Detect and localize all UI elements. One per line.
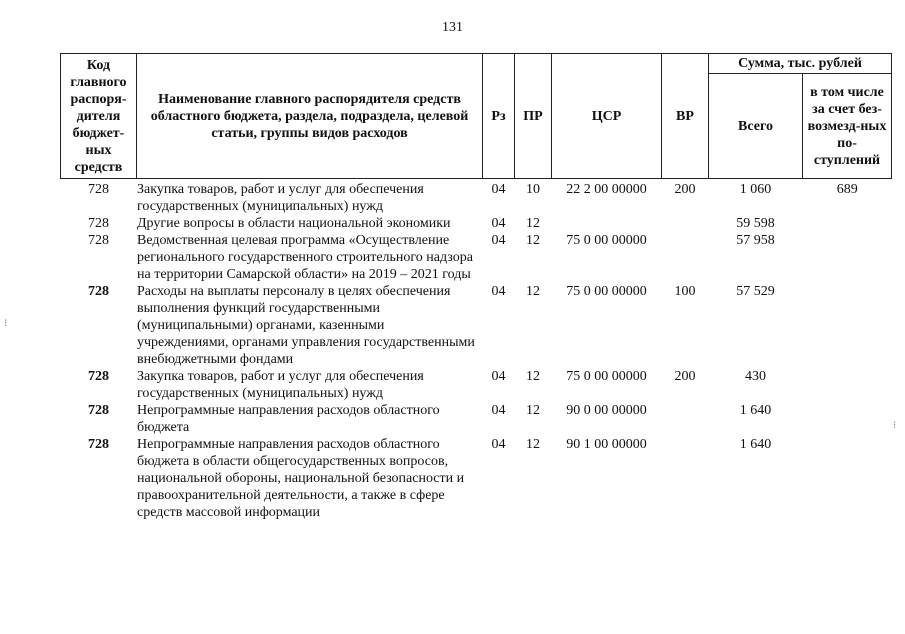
- cell-name: Закупка товаров, работ и услуг для обеспечения государственных (муниципальных) нужд: [137, 182, 424, 214]
- cell-vr: [662, 436, 709, 521]
- cell-total: 57 529: [736, 284, 775, 299]
- cell-pr: 12: [526, 284, 540, 299]
- cell-rz: 04: [491, 369, 506, 384]
- cell-name: Непрограммные направления расходов областного бюджета в области общегосударственных вопросов, национальной обороны, национальной безопасности и правоохранительной деятельности, а также в сфере средств массовой информации: [137, 437, 465, 520]
- header-name: Наименование главного распорядителя средств областного бюджета, раздела, подраздела, целевой статьи, группы видов расходов: [137, 54, 483, 179]
- header-vr: ВР: [662, 54, 709, 179]
- cell-gratuitous: [803, 232, 892, 283]
- budget-table: [60, 53, 892, 521]
- cell-code: 728: [88, 369, 109, 384]
- cell-code: 728: [88, 233, 109, 248]
- header-rz: Рз: [483, 54, 515, 179]
- cell-total: 1 640: [739, 403, 772, 418]
- cell-name: Ведомственная целевая программа «Осуществление регионального государственного строительного надзора на территории Самарской области» на 2019 – 2021 годы: [137, 233, 473, 282]
- header-pr: ПР: [515, 54, 552, 179]
- cell-csr: [552, 215, 662, 232]
- table-row: [61, 215, 892, 232]
- cell-vr: [662, 215, 709, 232]
- cell-name: Закупка товаров, работ и услуг для обеспечения государственных (муниципальных) нужд: [137, 369, 424, 401]
- table-row: [61, 436, 892, 521]
- cell-gratuitous: [803, 402, 892, 436]
- table-row: [61, 179, 892, 216]
- cell-total: 1 640: [739, 437, 772, 452]
- cell-csr: 75 0 00 00000: [566, 284, 647, 299]
- table-row: [61, 232, 892, 283]
- scan-mark: ⁝: [893, 420, 897, 431]
- cell-vr: 200: [674, 369, 696, 384]
- cell-total: 430: [745, 369, 766, 384]
- cell-rz: 04: [491, 233, 506, 248]
- header-code: Код главного распоря-дителя бюджет-ных средств: [61, 54, 137, 179]
- cell-code: 728: [88, 403, 109, 418]
- cell-pr: 10: [526, 182, 540, 197]
- header-gratuitous: в том числе за счет без-возмезд-ных по-ступлений: [803, 74, 892, 179]
- table-row: [61, 368, 892, 402]
- cell-vr: [662, 232, 709, 283]
- cell-pr: 12: [526, 233, 540, 248]
- cell-pr: 12: [526, 369, 540, 384]
- cell-total: 1 060: [739, 182, 772, 197]
- cell-rz: 04: [491, 182, 506, 197]
- cell-gratuitous: [803, 215, 892, 232]
- cell-gratuitous: [803, 436, 892, 521]
- cell-rz: 04: [491, 284, 506, 299]
- cell-csr: 22 2 00 00000: [566, 182, 647, 197]
- cell-pr: 12: [526, 437, 540, 452]
- cell-vr: 200: [674, 182, 696, 197]
- cell-rz: 04: [491, 437, 506, 452]
- page-number: 131: [442, 20, 463, 35]
- cell-total: 59 598: [736, 216, 775, 231]
- cell-code: 728: [88, 182, 109, 197]
- cell-code: 728: [88, 437, 109, 452]
- cell-pr: 12: [526, 403, 540, 418]
- cell-rz: 04: [491, 216, 506, 231]
- cell-csr: 75 0 00 00000: [566, 233, 647, 248]
- header-csr: ЦСР: [552, 54, 662, 179]
- cell-rz: 04: [491, 403, 506, 418]
- header-total: Всего: [709, 74, 803, 179]
- cell-csr: 75 0 00 00000: [566, 369, 647, 384]
- table-row: [61, 402, 892, 436]
- cell-code: 728: [88, 216, 109, 231]
- cell-gratuitous: 689: [836, 182, 858, 197]
- cell-name: Другие вопросы в области национальной экономики: [137, 216, 451, 231]
- cell-csr: 90 0 00 00000: [566, 403, 647, 418]
- cell-gratuitous: [803, 368, 892, 402]
- cell-name: Расходы на выплаты персоналу в целях обеспечения выполнения функций государственными (муниципальными) органами, казенными учреждениями, органами управления государственными внебюджетными фондами: [137, 284, 475, 367]
- cell-total: 57 958: [736, 233, 775, 248]
- cell-code: 728: [88, 284, 109, 299]
- cell-gratuitous: [803, 283, 892, 368]
- header-sum-group: Сумма, тыс. рублей: [709, 54, 892, 74]
- cell-vr: 100: [674, 284, 696, 299]
- cell-vr: [662, 402, 709, 436]
- table-row: [61, 283, 892, 368]
- cell-csr: 90 1 00 00000: [566, 437, 647, 452]
- cell-pr: 12: [526, 216, 540, 231]
- cell-name: Непрограммные направления расходов областного бюджета: [137, 403, 440, 435]
- scan-mark: ⁝: [4, 318, 8, 329]
